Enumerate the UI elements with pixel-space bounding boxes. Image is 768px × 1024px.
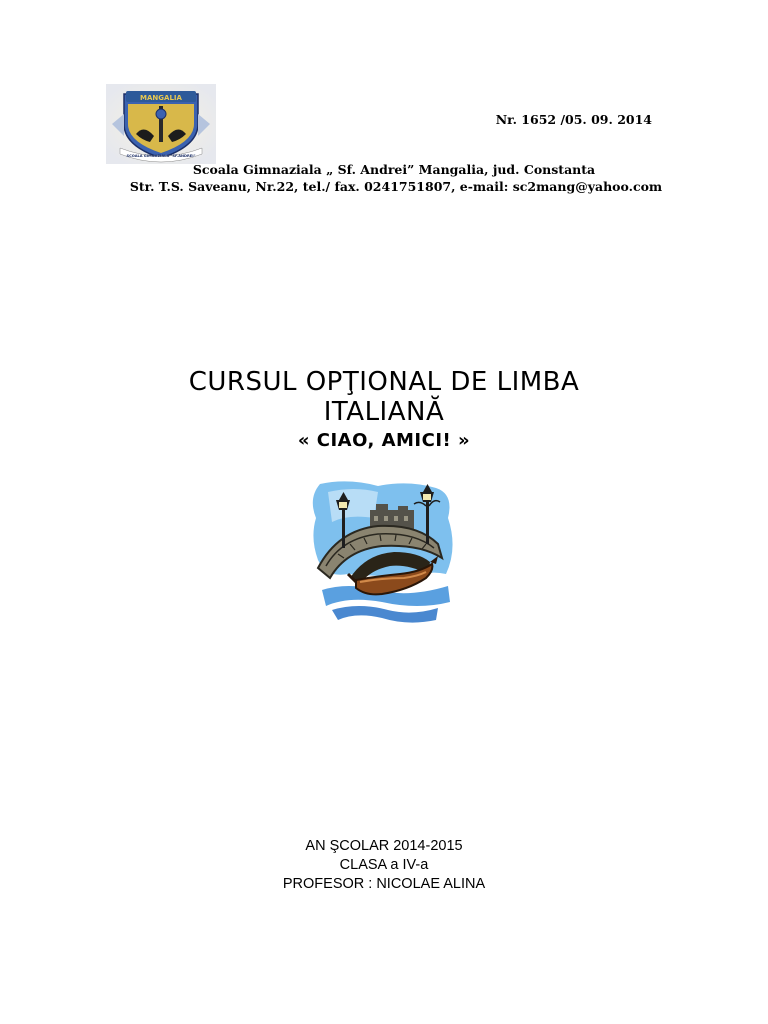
document-number: Nr. 1652 /05. 09. 2014 xyxy=(495,112,652,127)
teacher-name: PROFESOR : NICOLAE ALINA xyxy=(282,876,486,892)
school-logo xyxy=(106,84,216,164)
logo-top-text: MANGALIA xyxy=(140,94,182,102)
course-title-line1: CURSUL OPŢIONAL DE LIMBA xyxy=(188,367,580,397)
course-title-line2: ITALIANĂ xyxy=(323,397,445,427)
school-name: Scoala Gimnaziala „ Sf. Andrei” Mangalia, jud. Constanta xyxy=(192,162,596,177)
course-subtitle: « CIAO, AMICI! » xyxy=(297,430,471,451)
venice-bridge-gondola-illustration xyxy=(308,478,460,630)
school-year: AN ŞCOLAR 2014-2015 xyxy=(305,838,463,854)
logo-bottom-text: SCOALA GIMNAZIALA "SF.ANDREI" xyxy=(126,154,196,158)
school-address: Str. T.S. Saveanu, Nr.22, tel./ fax. 0241751807, e-mail: sc2mang@yahoo.com xyxy=(129,179,663,194)
class-level: CLASA a IV-a xyxy=(339,857,429,873)
